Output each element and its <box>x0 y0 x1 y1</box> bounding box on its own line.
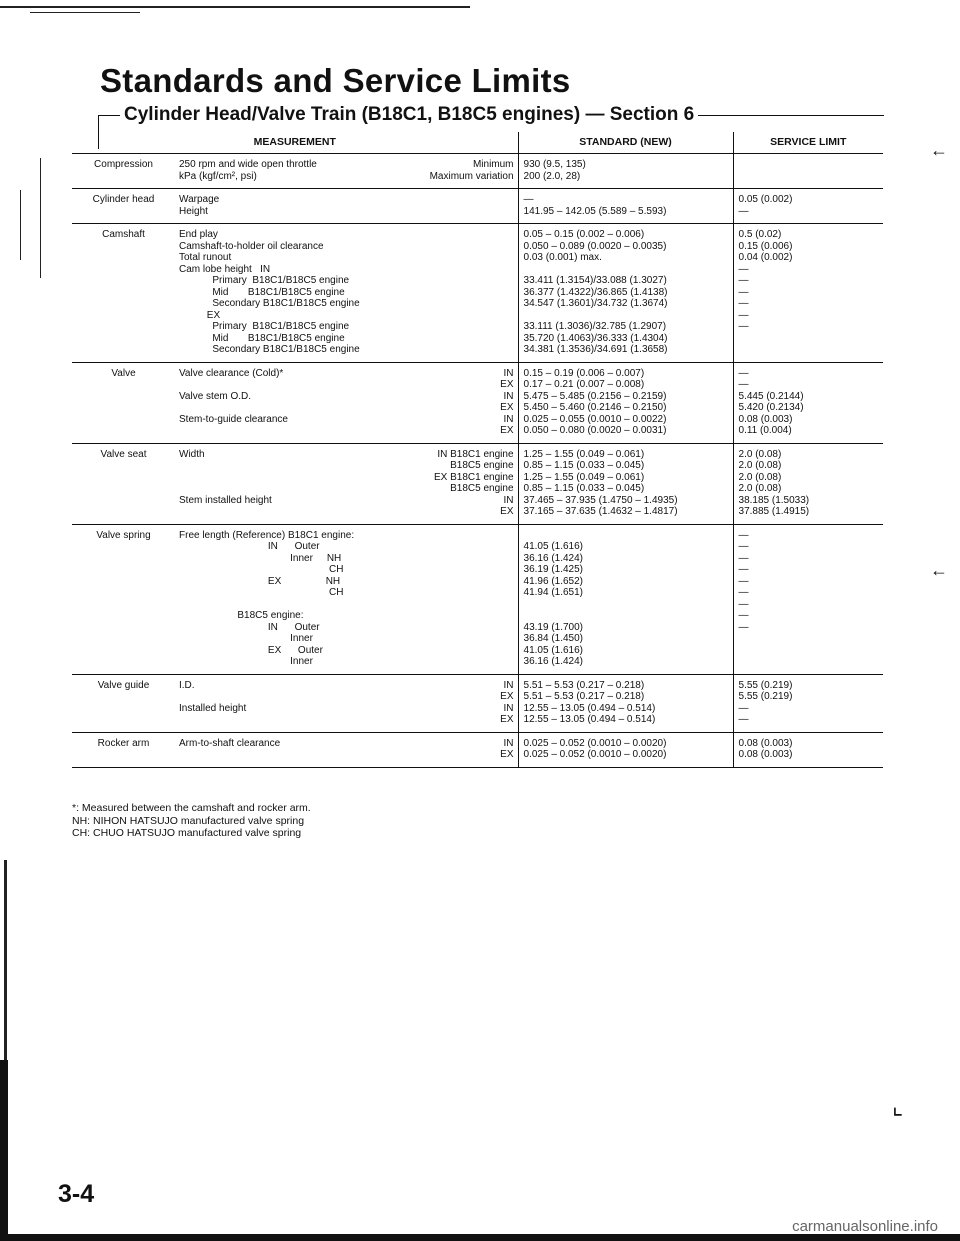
measurement-line <box>179 252 514 264</box>
measurement-line <box>179 449 514 461</box>
service-limit-value: — <box>738 610 749 621</box>
standard-value: 5.475 – 5.485 (0.2156 – 0.2159) <box>523 390 667 402</box>
service-limit-value: 0.08 (0.003) <box>738 413 793 425</box>
measurement-line <box>179 645 514 657</box>
measurement-label: EX NH <box>179 575 341 587</box>
measurement-line <box>179 576 514 588</box>
service-limit-cell <box>733 674 883 732</box>
standard-value: 0.85 – 1.15 (0.033 – 0.045) <box>523 483 645 494</box>
measurement-qualifier: EX <box>500 506 514 517</box>
standard-cell <box>518 189 733 224</box>
measurement-qualifier: IN B18C1 engine <box>437 448 514 460</box>
measurement-label: Mid B18C1/B18C5 engine <box>179 332 345 344</box>
service-limit-cell <box>733 362 883 443</box>
table-row <box>72 189 883 224</box>
measurement-qualifier: IN <box>503 494 514 506</box>
measurement-label: Primary B18C1/B18C5 engine <box>179 275 350 286</box>
measurement-line <box>179 622 514 634</box>
standard-value <box>524 599 729 611</box>
standard-value: 5.51 – 5.53 (0.217 – 0.218) <box>523 691 645 702</box>
standard-value: 36.16 (1.424) <box>523 656 584 667</box>
measurement-line <box>179 298 514 310</box>
service-limit-value: — <box>738 587 749 598</box>
standard-value <box>524 310 729 322</box>
service-limit-value: — <box>738 621 749 633</box>
service-limit-value: 0.08 (0.003) <box>738 749 793 760</box>
table-row <box>72 154 883 189</box>
measurement-qualifier: IN <box>503 367 514 379</box>
component-cell: Valve seat <box>72 443 174 524</box>
measurement-cell <box>174 732 518 767</box>
standard-value: 37.165 – 37.635 (1.4632 – 1.4817) <box>523 506 678 517</box>
measurement-line <box>179 483 514 495</box>
standard-value: 1.25 – 1.55 (0.049 – 0.061) <box>523 471 645 483</box>
measurement-label: Valve stem O.D. <box>179 390 252 402</box>
service-limit-value: 5.445 (0.2144) <box>738 390 804 402</box>
measurement-line <box>179 691 514 703</box>
header-standard: STANDARD (NEW) <box>518 132 733 154</box>
measurement-label: End play <box>179 229 218 240</box>
measurement-label: Inner <box>179 656 313 667</box>
page-title: Standards and Service Limits <box>100 62 571 99</box>
standard-value: 33.411 (1.3154)/33.088 (1.3027) <box>523 275 667 286</box>
measurement-line <box>179 703 514 715</box>
measurement-label: Primary B18C1/B18C5 engine <box>179 321 350 332</box>
measurement-line <box>179 287 514 299</box>
service-limit-cell <box>733 732 883 767</box>
standard-value: 5.450 – 5.460 (0.2146 – 0.2150) <box>523 402 667 413</box>
measurement-line <box>179 495 514 507</box>
measurement-cell <box>174 154 518 189</box>
standard-value: 0.025 – 0.055 (0.0010 – 0.0022) <box>523 413 667 425</box>
service-limit-value: — <box>738 321 749 332</box>
service-limit-value: 0.5 (0.02) <box>738 229 782 240</box>
measurement-label: Height <box>179 205 208 217</box>
measurement-label: Stem installed height <box>179 494 272 506</box>
measurement-line <box>179 379 514 391</box>
service-limit-value: 37.885 (1.4915) <box>738 506 810 517</box>
service-limit-value: — <box>738 564 749 575</box>
standard-value: 33.111 (1.3036)/32.785 (1.2907) <box>523 321 667 332</box>
measurement-label: Free length (Reference) B18C1 engine: <box>179 529 355 541</box>
table-row <box>72 224 883 363</box>
measurement-label: IN Outer <box>179 541 320 552</box>
measurement-label: 250 rpm and wide open throttle <box>179 159 317 170</box>
header-measurement: MEASUREMENT <box>72 132 518 154</box>
measurement-label: Stem-to-guide clearance <box>179 413 288 425</box>
standard-value: 0.03 (0.001) max. <box>523 252 602 263</box>
standard-value: 0.050 – 0.080 (0.0020 – 0.0031) <box>523 425 667 436</box>
measurement-line <box>179 714 514 726</box>
measurement-line <box>179 656 514 668</box>
footnote-nh: NH: NIHON HATSUJO manufactured valve spring <box>72 814 305 827</box>
service-limit-value: 5.55 (0.219) <box>738 691 793 702</box>
standard-value: 37.465 – 37.935 (1.4750 – 1.4935) <box>523 494 678 506</box>
service-limit-value: 5.420 (0.2134) <box>738 402 804 413</box>
measurement-cell <box>174 443 518 524</box>
measurement-cell <box>174 189 518 224</box>
measurement-qualifier: IN <box>503 737 514 749</box>
standard-value: 0.17 – 0.21 (0.007 – 0.008) <box>523 379 645 390</box>
service-limit-value: — <box>738 598 749 610</box>
standard-cell <box>518 524 733 674</box>
table-body <box>72 154 883 768</box>
service-limit-value: — <box>738 714 749 725</box>
measurement-label: Valve clearance (Cold)* <box>179 367 284 379</box>
standard-value: 0.85 – 1.15 (0.033 – 0.045) <box>523 460 645 471</box>
service-limit-value: 5.55 (0.219) <box>738 679 793 691</box>
measurement-qualifier: EX <box>500 749 514 760</box>
measurement-cell <box>174 224 518 363</box>
service-limit-value: — <box>738 367 749 379</box>
service-limit-value: — <box>738 309 749 321</box>
measurement-label: Camshaft-to-holder oil clearance <box>179 240 324 252</box>
measurement-line <box>179 553 514 565</box>
standard-value: — <box>523 194 534 205</box>
table-row <box>72 674 883 732</box>
watermark: carmanualsonline.info <box>792 1218 938 1235</box>
measurement-line <box>179 738 514 750</box>
measurement-cell <box>174 524 518 674</box>
service-limit-value: — <box>738 552 749 564</box>
service-limit-value: — <box>738 702 749 714</box>
measurement-line <box>179 264 514 276</box>
binding-edge <box>0 1060 8 1241</box>
measurement-line <box>179 680 514 692</box>
standard-value <box>524 610 729 622</box>
measurement-label: Inner <box>179 633 313 644</box>
standard-value <box>524 264 729 276</box>
measurement-qualifier: EX <box>500 425 514 436</box>
measurement-line <box>179 633 514 645</box>
measurement-line <box>179 194 514 206</box>
table-row <box>72 362 883 443</box>
service-limit-value: — <box>738 529 749 541</box>
standard-value: 36.16 (1.424) <box>523 552 584 564</box>
service-limit-value: — <box>738 541 749 552</box>
service-limit-value: — <box>738 275 749 286</box>
standard-value: 41.05 (1.616) <box>523 541 584 552</box>
measurement-label: Inner NH <box>179 552 342 564</box>
measurement-line <box>179 229 514 241</box>
measurement-cell <box>174 362 518 443</box>
measurement-label: EX Outer <box>179 644 323 656</box>
service-limit-value: 0.04 (0.002) <box>738 252 793 263</box>
standard-cell <box>518 732 733 767</box>
header-service-limit: SERVICE LIMIT <box>733 132 883 154</box>
footnote-ch: CH: CHUO HATSUJO manufactured valve spring <box>72 827 302 839</box>
measurement-label: Arm-to-shaft clearance <box>179 737 281 749</box>
standard-cell <box>518 443 733 524</box>
standard-value: 36.84 (1.450) <box>523 633 584 644</box>
measurement-label: CH <box>179 564 344 575</box>
measurement-qualifier: Minimum <box>472 159 514 170</box>
service-limit-value: — <box>738 263 749 275</box>
service-limit-value: — <box>738 298 749 309</box>
service-limit-value: — <box>738 286 749 298</box>
measurement-line <box>179 344 514 356</box>
component-cell: Rocker arm <box>72 732 174 767</box>
standard-value: 5.51 – 5.53 (0.217 – 0.218) <box>523 679 645 691</box>
measurement-label: kPa (kgf/cm², psi) <box>179 170 257 182</box>
standard-value: 12.55 – 13.05 (0.494 – 0.514) <box>523 702 656 714</box>
measurement-label: B18C5 engine: <box>179 610 304 621</box>
standard-value: 41.96 (1.652) <box>523 575 584 587</box>
component-cell: Compression <box>72 154 174 189</box>
measurement-line <box>179 460 514 472</box>
standard-cell <box>518 362 733 443</box>
margin-arrow-icon: ← <box>930 560 948 580</box>
measurement-qualifier: Maximum variation <box>429 170 514 182</box>
standard-value: 0.025 – 0.052 (0.0010 – 0.0020) <box>523 749 667 760</box>
measurement-qualifier: B18C5 engine <box>450 483 514 494</box>
standard-value: 43.19 (1.700) <box>523 621 584 633</box>
service-limit-value: 0.08 (0.003) <box>738 737 793 749</box>
standard-value: 36.19 (1.425) <box>523 564 584 575</box>
service-limit-value: 0.15 (0.006) <box>738 240 793 252</box>
standard-cell <box>518 224 733 363</box>
measurement-line <box>179 159 514 171</box>
component-cell: Valve <box>72 362 174 443</box>
table-header-row <box>72 132 883 154</box>
standard-cell <box>518 154 733 189</box>
table-row <box>72 443 883 524</box>
measurement-label: Secondary B18C1/B18C5 engine <box>179 344 360 355</box>
measurement-label: IN Outer <box>179 621 320 633</box>
measurement-line <box>179 530 514 542</box>
service-limit-cell <box>733 524 883 674</box>
service-limit-value: 38.185 (1.5033) <box>738 494 810 506</box>
measurement-line <box>179 275 514 287</box>
component-cell: Cylinder head <box>72 189 174 224</box>
standard-value: 12.55 – 13.05 (0.494 – 0.514) <box>523 714 656 725</box>
section-title: Cylinder Head/Valve Train (B18C1, B18C5 engines) — Section 6 <box>120 104 698 126</box>
measurement-qualifier: B18C5 engine <box>450 460 514 471</box>
measurement-label: Mid B18C1/B18C5 engine <box>179 286 345 298</box>
measurement-line <box>179 241 514 253</box>
standard-value <box>524 530 729 542</box>
service-limit-value: — <box>738 205 749 217</box>
standard-value: 200 (2.0, 28) <box>523 170 581 182</box>
margin-bracket-icon: ⌞ <box>892 1093 904 1120</box>
standard-value: 41.05 (1.616) <box>523 644 584 656</box>
measurement-qualifier: IN <box>503 702 514 714</box>
measurement-label: CH <box>179 587 344 598</box>
measurement-line <box>179 391 514 403</box>
measurement-line <box>179 749 514 761</box>
measurement-line <box>179 368 514 380</box>
footer-bar <box>0 1234 960 1241</box>
standard-value: 141.95 – 142.05 (5.589 – 5.593) <box>523 205 667 217</box>
measurement-line <box>179 321 514 333</box>
standard-value: 35.720 (1.4063)/36.333 (1.4304) <box>523 332 668 344</box>
service-limit-value: — <box>738 575 749 587</box>
measurement-line <box>179 310 514 322</box>
service-limit-value: 2.0 (0.08) <box>738 483 782 494</box>
measurement-qualifier: IN <box>503 390 514 402</box>
footnotes <box>72 802 311 840</box>
component-cell: Camshaft <box>72 224 174 363</box>
measurement-qualifier: EX B18C1 engine <box>434 471 514 483</box>
measurement-qualifier: EX <box>500 714 514 725</box>
footnote-asterisk: *: Measured between the camshaft and rocker arm. <box>72 802 311 814</box>
measurement-line <box>179 564 514 576</box>
standard-value: 36.377 (1.4322)/36.865 (1.4138) <box>523 286 668 298</box>
measurement-line <box>179 506 514 518</box>
component-cell: Valve guide <box>72 674 174 732</box>
measurement-label: Installed height <box>179 702 247 714</box>
binding-edge <box>4 860 7 1060</box>
measurement-line <box>179 599 514 611</box>
service-limit-cell <box>733 443 883 524</box>
standard-value: 1.25 – 1.55 (0.049 – 0.061) <box>523 448 645 460</box>
measurement-line <box>179 541 514 553</box>
service-limit-cell <box>733 224 883 363</box>
table-row <box>72 524 883 674</box>
standard-value: 0.05 – 0.15 (0.002 – 0.006) <box>523 229 645 240</box>
measurement-line <box>179 171 514 183</box>
measurement-qualifier: IN <box>503 679 514 691</box>
measurement-line <box>179 414 514 426</box>
measurement-label: Width <box>179 448 205 460</box>
standard-value: 41.94 (1.651) <box>523 587 584 598</box>
measurement-label: Cam lobe height IN <box>179 263 271 275</box>
measurement-label: EX <box>179 309 221 321</box>
standard-value: 0.15 – 0.19 (0.006 – 0.007) <box>523 367 645 379</box>
measurement-qualifier: IN <box>503 413 514 425</box>
service-limit-value: 0.11 (0.004) <box>738 425 792 436</box>
measurement-line <box>179 610 514 622</box>
measurement-label: I.D. <box>179 679 195 691</box>
standard-value: 0.050 – 0.089 (0.0020 – 0.0035) <box>523 240 667 252</box>
measurement-line <box>179 206 514 218</box>
component-cell: Valve spring <box>72 524 174 674</box>
measurement-line <box>179 425 514 437</box>
standard-value: 34.381 (1.3536)/34.691 (1.3658) <box>523 344 668 355</box>
page-number: 3-4 <box>58 1180 95 1208</box>
measurement-label: Total runout <box>179 252 232 263</box>
measurement-qualifier: EX <box>500 379 514 390</box>
margin-arrow-icon: ← <box>930 140 948 160</box>
measurement-line <box>179 402 514 414</box>
service-limit-value: 2.0 (0.08) <box>738 448 782 460</box>
measurement-label: Secondary B18C1/B18C5 engine <box>179 298 360 309</box>
measurement-qualifier: EX <box>500 402 514 413</box>
measurement-label: Warpage <box>179 194 220 205</box>
service-limit-cell <box>733 189 883 224</box>
measurement-qualifier: EX <box>500 691 514 702</box>
standard-value: 0.025 – 0.052 (0.0010 – 0.0020) <box>523 737 667 749</box>
service-limit-value: — <box>738 379 749 390</box>
measurement-line <box>179 587 514 599</box>
service-limit-value: 2.0 (0.08) <box>738 471 782 483</box>
service-limit-cell <box>733 154 883 189</box>
service-limit-value: 2.0 (0.08) <box>738 460 782 471</box>
measurement-line <box>179 472 514 484</box>
standard-cell <box>518 674 733 732</box>
specs-table <box>72 132 883 768</box>
standard-value: 930 (9.5, 135) <box>523 159 586 170</box>
standard-value: 34.547 (1.3601)/34.732 (1.3674) <box>523 298 668 309</box>
measurement-line <box>179 333 514 345</box>
table-row <box>72 732 883 767</box>
service-limit-value: 0.05 (0.002) <box>738 194 793 205</box>
measurement-cell <box>174 674 518 732</box>
